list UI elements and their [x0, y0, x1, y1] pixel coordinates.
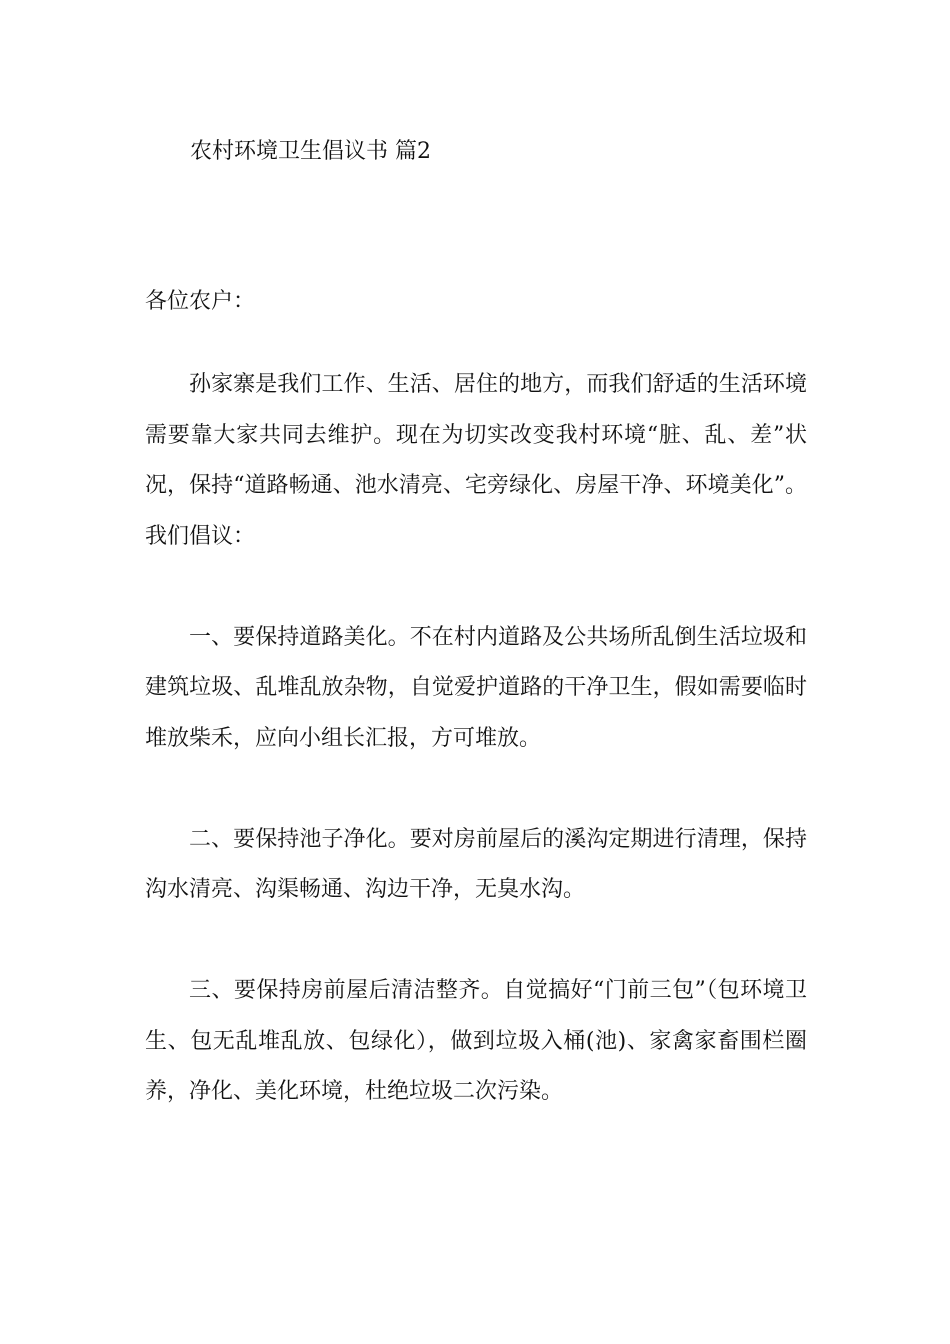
- paragraph-item-2: 二、要保持池子净化。要对房前屋后的溪沟定期进行清理，保持沟水清亮、沟渠畅通、沟边干净，无臭水沟。: [145, 826, 807, 902]
- paragraph-item-3: 三、要保持房前屋后清洁整齐。自觉搞好“门前三包”（包环境卫生、包无乱堆乱放、包绿化），做到垃圾入桶(池)、家禽家畜围栏圈养，净化、美化环境，杜绝垃圾二次污染。: [145, 978, 807, 1104]
- salutation: 各位农户：: [145, 289, 256, 314]
- document-body: [145, 360, 807, 1118]
- paragraph-item-1: 一、要保持道路美化。不在村内道路及公共场所乱倒生活垃圾和建筑垃圾、乱堆乱放杂物，自觉爱护道路的干净卫生，假如需要临时堆放柴禾，应向小组长汇报，方可堆放。: [145, 624, 807, 751]
- document-title: 农村环境卫生倡议书 篇2: [190, 139, 431, 164]
- paragraph-intro: 孙家寨是我们工作、生活、居住的地方，而我们舒适的生活环境需要靠大家共同去维护。现在为切实改变我村环境“脏、乱、差”状况，保持“道路畅通、池水清亮、宅旁绿化、房屋干净、环境美化”。我们倡议：: [145, 372, 807, 549]
